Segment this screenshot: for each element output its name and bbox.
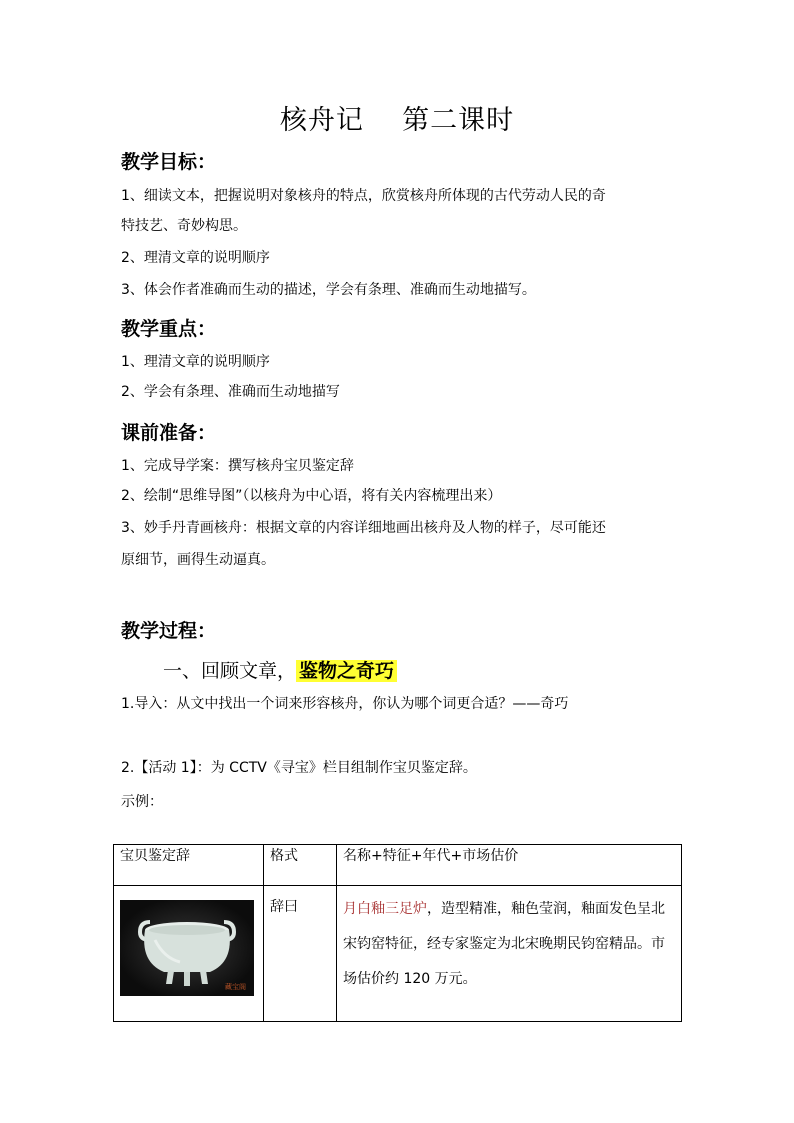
objective-line: 1、细读文本，把握说明对象核舟的特点，欣赏核舟所体现的古代劳动人民的奇 — [121, 188, 606, 204]
item-description: ，造型精准，釉色莹润，釉面发色呈北宋钧窑特征，经专家鉴定为北宋晚期民钧窑精品。市场估价约 120 万元。 — [343, 901, 665, 987]
image-watermark: 藏宝阁 — [225, 983, 246, 991]
objective-line: 2、理清文章的说明顺序 — [121, 250, 270, 266]
appraisal-table — [113, 844, 682, 1022]
key-points-heading: 教学重点： — [121, 318, 217, 340]
item-name: 月白釉三足炉 — [343, 901, 427, 917]
key-point-line: 2、学会有条理、准确而生动地描写 — [121, 384, 340, 400]
tripod-censer-image — [120, 900, 254, 996]
row-label-cell: 辞曰 — [264, 886, 337, 1022]
table-row — [114, 886, 682, 1022]
preparation-line: 1、完成导学案：撰写核舟宝贝鉴定辞 — [121, 458, 354, 474]
table-header-cell: 名称+特征+年代+市场估价 — [337, 845, 682, 886]
objective-line: 3、体会作者准确而生动的描述，学会有条理、准确而生动地描写。 — [121, 282, 536, 298]
table-header-cell: 格式 — [264, 845, 337, 886]
key-point-line: 1、理清文章的说明顺序 — [121, 354, 270, 370]
section-heading-highlight: 鉴物之奇巧 — [296, 660, 397, 682]
table-header-cell: 宝贝鉴定辞 — [114, 845, 264, 886]
description-cell — [337, 886, 682, 1022]
page-title: 核舟记 第二课时 — [279, 105, 515, 136]
example-label: 示例： — [121, 794, 163, 810]
intro-line: 1.导入：从文中找出一个词来形容核舟，你认为哪个词更合适？——奇巧 — [121, 696, 569, 712]
activity-line: 2.【活动 1】：为 CCTV《寻宝》栏目组制作宝贝鉴定辞。 — [121, 760, 477, 776]
section-heading-prefix: 一、回顾文章， — [163, 660, 297, 682]
objectives-heading: 教学目标： — [121, 151, 217, 173]
process-heading: 教学过程： — [121, 620, 217, 642]
objective-line: 特技艺、奇妙构思。 — [121, 218, 247, 234]
preparation-line: 3、妙手丹青画核舟：根据文章的内容详细地画出核舟及人物的样子，尽可能还 — [121, 520, 606, 536]
section-heading — [163, 656, 397, 683]
preparation-line: 原细节，画得生动逼真。 — [121, 552, 275, 568]
preparation-heading: 课前准备： — [121, 422, 217, 444]
preparation-line: 2、绘制“思维导图”（以核舟为中心语，将有关内容梳理出来） — [121, 488, 502, 504]
table-header-row — [114, 845, 682, 886]
image-cell — [114, 886, 264, 1022]
